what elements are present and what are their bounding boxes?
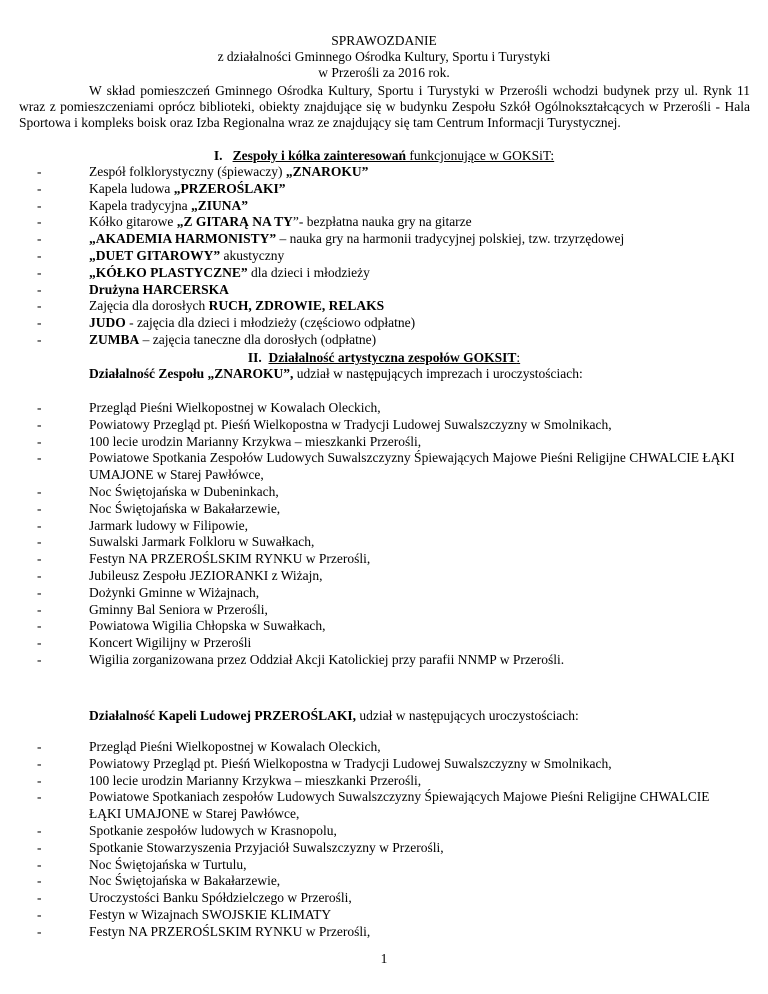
group-1-list: [0, 400, 740, 669]
list-item: [0, 857, 740, 874]
list-bullet-dash: -: [37, 433, 42, 449]
list-item: [0, 434, 740, 451]
group-2-heading-bold: Działalność Kapeli Ludowej PRZEROŚLAKI,: [89, 708, 357, 723]
document-place-year: w Przerośli za 2016 rok.: [318, 65, 450, 80]
list-item: [0, 652, 740, 669]
list-bullet-dash: -: [37, 331, 42, 347]
list-item-text: Noc Świętojańska w Bakałarzewie,: [89, 873, 281, 889]
list-item-pre: Zajęcia dla dorosłych: [89, 298, 209, 314]
list-bullet-dash: -: [37, 416, 42, 432]
list-item-text: Spotkanie Stowarzyszenia Przyjaciół Suwalszczyzny w Przerośli,: [89, 839, 444, 855]
list-item-bold: „Z GITARĄ NA TY: [176, 214, 293, 230]
list-item: [0, 298, 740, 315]
group-1-heading-rest: udział w następujących imprezach i uroczystościach:: [293, 366, 583, 381]
list-item: [0, 551, 740, 568]
list-item: [0, 618, 740, 635]
list-item-pre: Kapela tradycyjna: [89, 197, 191, 213]
list-bullet-dash: -: [37, 839, 42, 855]
list-item-text: Powiatowa Wigilia Chłopska w Suwałkach,: [89, 618, 326, 634]
list-item-text: Uroczystości Banku Spółdzielczego w Przerośli,: [89, 890, 352, 906]
list-bullet-dash: -: [37, 214, 42, 230]
list-item-text: Noc Świętojańska w Turtulu,: [89, 856, 247, 872]
list-bullet-dash: -: [37, 601, 42, 617]
list-item: [0, 282, 740, 299]
list-item-pre: Zespół folklorystyczny (śpiewaczy): [89, 164, 286, 179]
list-item: [0, 181, 740, 198]
list-bullet-dash: -: [37, 483, 42, 499]
list-bullet-dash: -: [37, 551, 42, 567]
list-item: [0, 739, 740, 756]
list-item-text: Powiatowy Przegląd pt. Pieśń Wielkopostna w Tradycji Ludowej Suwalszczyzny w Smolnikach,: [89, 416, 612, 432]
list-bullet-dash: -: [37, 906, 42, 922]
list-item-text: Noc Świętojańska w Dubeninkach,: [89, 483, 279, 499]
list-item: [0, 417, 740, 434]
section-1-heading: [0, 148, 768, 164]
list-item: [0, 924, 740, 941]
list-bullet-dash: -: [37, 584, 42, 600]
list-item-text: Festyn w Wizajnach SWOJSKIE KLIMATY: [89, 906, 332, 922]
section-2-title-bold: Działalność artystyczna zespołów GOKSIT: [268, 350, 517, 365]
section-2-title-rest: :: [516, 350, 521, 365]
list-item-bold: RUCH, ZDROWIE, RELAKS: [208, 298, 385, 314]
section-1-title-bold: Zespoły i kółka zainteresowań: [232, 148, 406, 163]
list-bullet-dash: -: [37, 500, 42, 516]
list-item: [0, 501, 740, 518]
list-item: [0, 198, 740, 215]
list-item: [0, 534, 740, 551]
document-title: SPRAWOZDANIE: [331, 33, 437, 48]
list-item-text: 100 lecie urodzin Marianny Krzykwa – mieszkanki Przerośli,: [89, 433, 422, 449]
list-item-bold: „ZNAROKU”: [285, 164, 369, 179]
list-bullet-dash: -: [37, 298, 42, 314]
list-item: [0, 907, 740, 924]
list-item-text: Noc Świętojańska w Bakałarzewie,: [89, 500, 281, 516]
list-item: [0, 484, 740, 501]
list-bullet-dash: -: [37, 400, 42, 415]
list-item: [0, 518, 740, 535]
list-item: [0, 450, 740, 484]
list-bullet-dash: -: [37, 856, 42, 872]
list-bullet-dash: -: [37, 635, 42, 651]
list-bullet-dash: -: [37, 247, 42, 263]
list-item-pre: Kapela ludowa: [89, 180, 174, 196]
list-item-text: Festyn NA PRZEROŚLSKIM RYNKU w Przerośli,: [89, 551, 371, 567]
list-item: [0, 823, 740, 840]
list-bullet-dash: -: [37, 281, 42, 297]
list-bullet-dash: -: [37, 164, 42, 179]
list-item-bold: Drużyna HARCERSKA: [89, 281, 229, 297]
list-item-post: – zajęcia taneczne dla dorosłych (odpłatne): [139, 331, 377, 347]
list-bullet-dash: -: [37, 618, 42, 634]
list-item-post: - zajęcia dla dzieci i młodzieży (częściowo odpłatne): [125, 315, 416, 331]
group-2-heading-rest: udział w następujących uroczystościach:: [356, 708, 579, 723]
list-item-post: – nauka gry na harmonii tradycyjnej polskiej, tzw. trzyrzędowej: [276, 231, 625, 247]
group-2-list: [0, 739, 740, 941]
list-item-post: dla dzieci i młodzieży: [247, 264, 370, 280]
section-2-heading: [0, 350, 768, 366]
list-bullet-dash: -: [37, 517, 42, 533]
list-item-text: Gminny Bal Seniora w Przerośli,: [89, 601, 268, 617]
section-2-number: II.: [247, 350, 262, 365]
list-bullet-dash: -: [37, 651, 42, 667]
list-item: [0, 773, 740, 790]
list-item-bold: JUDO: [89, 315, 126, 331]
list-item: [0, 756, 740, 773]
list-item: [0, 214, 740, 231]
list-bullet-dash: -: [37, 315, 42, 331]
list-item-text: Powiatowe Spotkania Zespołów Ludowych Suwalszczyzny Śpiewających Majowe Pieśni Religijne CHWALCIE ŁĄKI UMAJONE w Starej Pawłówce,: [89, 450, 735, 483]
list-item-bold: ZUMBA: [89, 331, 140, 347]
list-item: [0, 400, 740, 417]
list-bullet-dash: -: [37, 450, 42, 466]
intro-text: W skład pomieszczeń Gminnego Ośrodka Kultury, Sportu i Turystyki w Przerośli wchodzi budynek przy ul. Rynk 11 wraz z pomieszczeniami oprócz biblioteki, obiekty znajdujące się w budynku Zespołu Szkół Ogólnokształcących w Przerośli - Hala Sportowa i kompleks boisk oraz Izba Regionalna wraz ze znajdujący się tam Centrum Informacji Turystycznej.: [19, 83, 750, 131]
list-item-text: Przegląd Pieśni Wielkopostnej w Kowalach Oleckich,: [89, 400, 381, 415]
section-1-number: I.: [213, 148, 223, 163]
section-1-title-rest: funkcjonujące w GOKSiT:: [405, 148, 555, 163]
list-item: [0, 164, 740, 181]
group-1-heading-bold: Działalność Zespołu „ZNAROKU”,: [89, 366, 294, 381]
list-item-text: Spotkanie zespołów ludowych w Krasnopolu,: [89, 822, 337, 838]
list-item-text: Koncert Wigilijny w Przerośli: [89, 635, 252, 651]
list-bullet-dash: -: [37, 567, 42, 583]
list-item: [0, 332, 740, 349]
list-item-post: ”- bezpłatna nauka gry na gitarze: [292, 214, 472, 230]
list-item-bold: „AKADEMIA HARMONISTY”: [89, 231, 277, 247]
list-item-text: Powiatowy Przegląd pt. Pieśń Wielkopostna w Tradycji Ludowej Suwalszczyzny w Smolnikach,: [89, 755, 612, 771]
list-item: [0, 231, 740, 248]
list-item-pre: Kółko gitarowe: [89, 214, 177, 230]
document-subtitle: z działalności Gminnego Ośrodka Kultury, Sportu i Turystyki: [217, 49, 551, 64]
list-item-text: Dożynki Gminne w Wiżajnach,: [89, 584, 260, 600]
list-item-text: Festyn NA PRZEROŚLSKIM RYNKU w Przerośli,: [89, 923, 371, 939]
list-item-post: akustyczny: [220, 247, 285, 263]
list-item-text: Jarmark ludowy w Filipowie,: [89, 517, 248, 533]
list-bullet-dash: -: [37, 789, 42, 805]
list-item-text: Powiatowe Spotkaniach zespołów Ludowych Suwalszczyzny Śpiewających Majowe Pieśni Religijne CHWALCIE ŁĄKI UMAJONE w Starej Pawłówce,: [89, 789, 710, 822]
group-1-heading: [89, 366, 583, 382]
list-bullet-dash: -: [37, 231, 42, 247]
list-bullet-dash: -: [37, 197, 42, 213]
list-item: [0, 568, 740, 585]
list-item-bold: „ZIUNA”: [190, 197, 248, 213]
list-item-text: Wigilia zorganizowana przez Oddział Akcji Katolickiej przy parafii NNMP w Przerośli.: [89, 651, 565, 667]
list-bullet-dash: -: [37, 772, 42, 788]
list-bullet-dash: -: [37, 264, 42, 280]
list-item: [0, 873, 740, 890]
list-bullet-dash: -: [37, 873, 42, 889]
list-item: [0, 789, 740, 823]
list-bullet-dash: -: [37, 822, 42, 838]
list-bullet-dash: -: [37, 534, 42, 550]
group-2-heading: [89, 708, 579, 724]
list-item-text: Jubileusz Zespołu JEZIORANKI z Wiżajn,: [89, 567, 323, 583]
intro-paragraph: [19, 83, 750, 132]
list-item: [0, 265, 740, 282]
list-item: [0, 248, 740, 265]
list-item: [0, 840, 740, 857]
list-bullet-dash: -: [37, 755, 42, 771]
list-item: [0, 635, 740, 652]
list-item-text: Przegląd Pieśni Wielkopostnej w Kowalach Oleckich,: [89, 739, 381, 754]
list-item-text: 100 lecie urodzin Marianny Krzykwa – mieszkanki Przerośli,: [89, 772, 422, 788]
list-bullet-dash: -: [37, 890, 42, 906]
list-item-bold: „KÓŁKO PLASTYCZNE”: [89, 264, 248, 280]
list-item: [0, 585, 740, 602]
page-number: 1: [380, 951, 388, 966]
list-item-text: Suwalski Jarmark Folkloru w Suwałkach,: [89, 534, 315, 550]
list-item-bold: „PRZEROŚLAKI”: [173, 180, 286, 196]
list-item-bold: „DUET GITAROWY”: [89, 247, 221, 263]
list-bullet-dash: -: [37, 923, 42, 939]
section-1-list: [0, 164, 740, 349]
list-item: [0, 315, 740, 332]
list-bullet-dash: -: [37, 739, 42, 754]
list-item: [0, 602, 740, 619]
list-item: [0, 890, 740, 907]
list-bullet-dash: -: [37, 180, 42, 196]
